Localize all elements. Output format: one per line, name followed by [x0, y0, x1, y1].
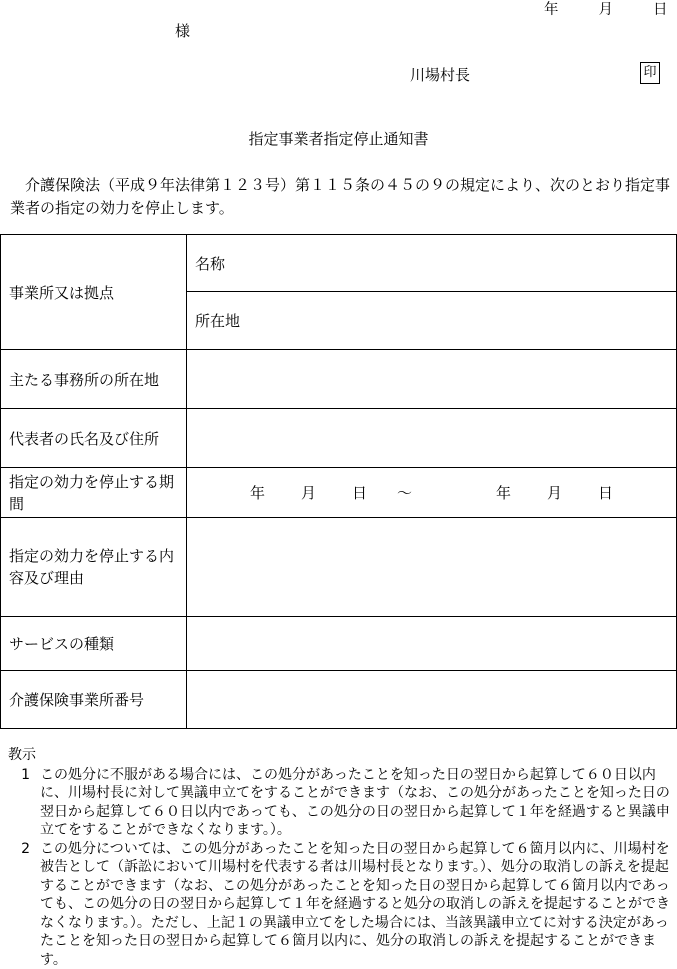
period-tilde: ～ — [397, 482, 412, 503]
seal-box: 印 — [640, 62, 660, 84]
representative-field[interactable] — [187, 409, 677, 468]
date-month: 月 — [599, 0, 614, 19]
notes-section — [8, 746, 673, 969]
date-day: 日 — [653, 0, 668, 19]
issuer-name: 川場村長 — [410, 64, 470, 85]
period-label: 指定の効力を停止する期間 — [1, 468, 187, 518]
name-field[interactable] — [187, 235, 677, 292]
service-label: サービスの種類 — [1, 617, 187, 671]
location-label: 所在地 — [195, 312, 240, 330]
name-label: 名称 — [195, 255, 225, 273]
note-number: 2 — [8, 840, 40, 969]
main-office-field[interactable] — [187, 350, 677, 409]
office-label: 事業所又は拠点 — [1, 235, 187, 350]
period-field[interactable] — [187, 468, 677, 518]
note-text: この処分に不服がある場合には、この処分があったことを知った日の翌日から起算して６０日以内に、川場村長に対して異議申立てをすることができます（なお、この処分があったことを知った日の翌日から起算して６０日以内であっても、この処分の日の翌日から起算して１年を経過すると異議申立てをすることができなくなります。）。 — [40, 766, 673, 840]
period-day-end: 日 — [598, 482, 613, 503]
document-title: 指定事業者指定停止通知書 — [0, 128, 677, 149]
note-item — [8, 766, 673, 840]
period-day-start: 日 — [352, 482, 367, 503]
content-label: 指定の効力を停止する内容及び理由 — [1, 518, 187, 617]
period-month-end: 月 — [547, 482, 562, 503]
office-number-field[interactable] — [187, 671, 677, 729]
representative-label: 代表者の氏名及び住所 — [1, 409, 187, 468]
location-field[interactable] — [187, 292, 677, 350]
period-month-start: 月 — [301, 482, 316, 503]
period-year-start: 年 — [250, 482, 265, 503]
note-text: この処分については、この処分があったことを知った日の翌日から起算して６箇月以内に、川場村を被告として（訴訟において川場村を代表する者は川場村長となります。）、処分の取消しの訴えを提起することができます（なお、この処分があったことを知った日の翌日から起算して６箇月以内であっても、この処分の日の翌日から起算して１年を経過すると処分の取消しの訴えを提起することができなくなります。）。ただし、上記１の異議申立てをした場合には、当該異議申立てに対する決定があったことを知った日の翌日から起算して６箇月以内に、処分の取消しの訴えを提起することができます。 — [40, 840, 673, 969]
service-field[interactable] — [187, 617, 677, 671]
addressee-suffix: 様 — [175, 20, 190, 41]
intro-text: 介護保険法（平成９年法律第１２３号）第１１５条の４５の９の規定により、次のとおり指定事業者の指定の効力を停止します。 — [10, 174, 676, 220]
period-year-end: 年 — [496, 482, 511, 503]
notes-heading: 教示 — [8, 746, 673, 765]
details-table — [0, 234, 677, 729]
main-office-label: 主たる事務所の所在地 — [1, 350, 187, 409]
date-year: 年 — [544, 0, 559, 19]
note-number: 1 — [8, 766, 40, 840]
issue-date — [544, 0, 668, 19]
note-item — [8, 840, 673, 969]
office-number-label: 介護保険事業所番号 — [1, 671, 187, 729]
content-field[interactable] — [187, 518, 677, 617]
